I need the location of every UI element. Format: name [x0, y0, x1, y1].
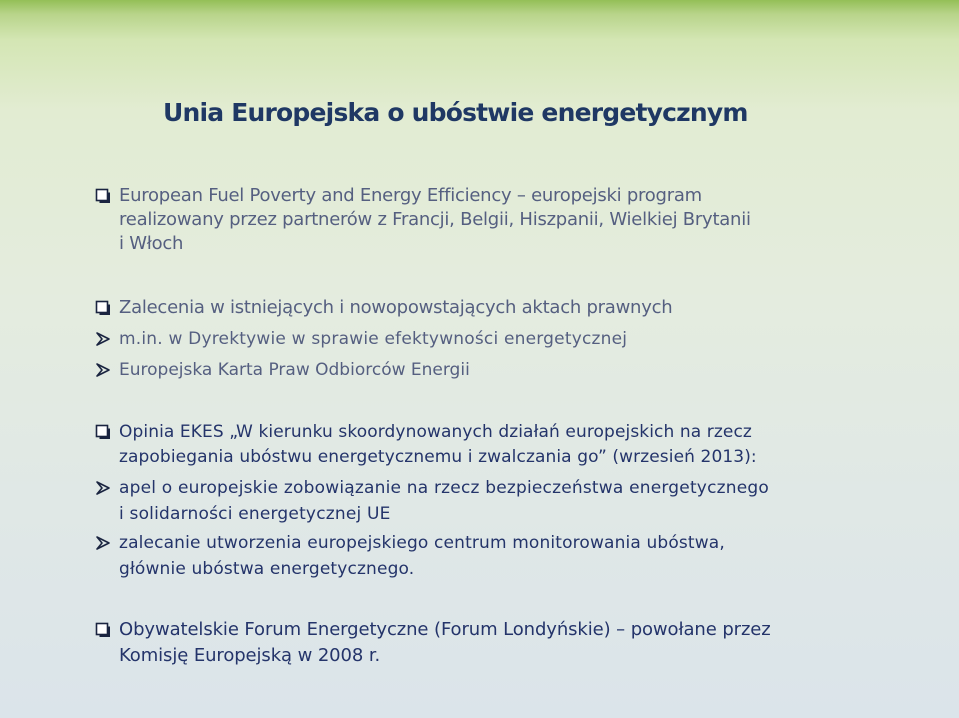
bullet-text-line: i Włoch: [119, 233, 184, 254]
bullet-text-line: zalecanie utworzenia europejskiego centrum monitorowania ubóstwa,: [119, 533, 725, 553]
bullet-text-line: apel o europejskie zobowiązanie na rzecz bezpieczeństwa energetycznego: [119, 478, 769, 498]
bullet-text-line: Opinia EKES „W kierunku skoordynowanych działań europejskich na rzecz: [119, 422, 752, 442]
bullet-text-line: m.in. w Dyrektywie w sprawie efektywności energetycznej: [119, 329, 628, 349]
bullet-text-line: Europejska Karta Praw Odbiorców Energii: [119, 360, 470, 380]
checkbox-bullet-icon: [94, 184, 112, 208]
arrow-bullet-icon: [94, 327, 112, 351]
bullet-text-line: Zalecenia w istniejących i nowopowstających aktach prawnych: [119, 297, 673, 318]
bullet-text-line: zapobiegania ubóstwu energetycznemu i zwalczania go” (wrzesień 2013):: [119, 447, 757, 467]
checkbox-bullet-icon: [94, 618, 112, 642]
bullet-text-line: realizowany przez partnerów z Francji, Belgii, Hiszpanii, Wielkiej Brytanii: [119, 209, 751, 230]
bullet-text-line: Komisję Europejską w 2008 r.: [119, 645, 381, 666]
arrow-bullet-icon: [94, 476, 112, 500]
arrow-bullet-icon: [94, 531, 112, 555]
bullet-text-line: i solidarności energetycznej UE: [119, 504, 391, 524]
arrow-bullet-icon: [94, 358, 112, 382]
bullet-text-line: Obywatelskie Forum Energetyczne (Forum Londyńskie) – powołane przez: [119, 619, 771, 640]
checkbox-bullet-icon: [94, 420, 112, 444]
slide-title: Unia Europejska o ubóstwie energetycznym: [163, 98, 748, 127]
bullet-text-line: głównie ubóstwa energetycznego.: [119, 559, 415, 579]
bullet-text-line: European Fuel Poverty and Energy Efficiency – europejski program: [119, 185, 702, 206]
checkbox-bullet-icon: [94, 296, 112, 320]
